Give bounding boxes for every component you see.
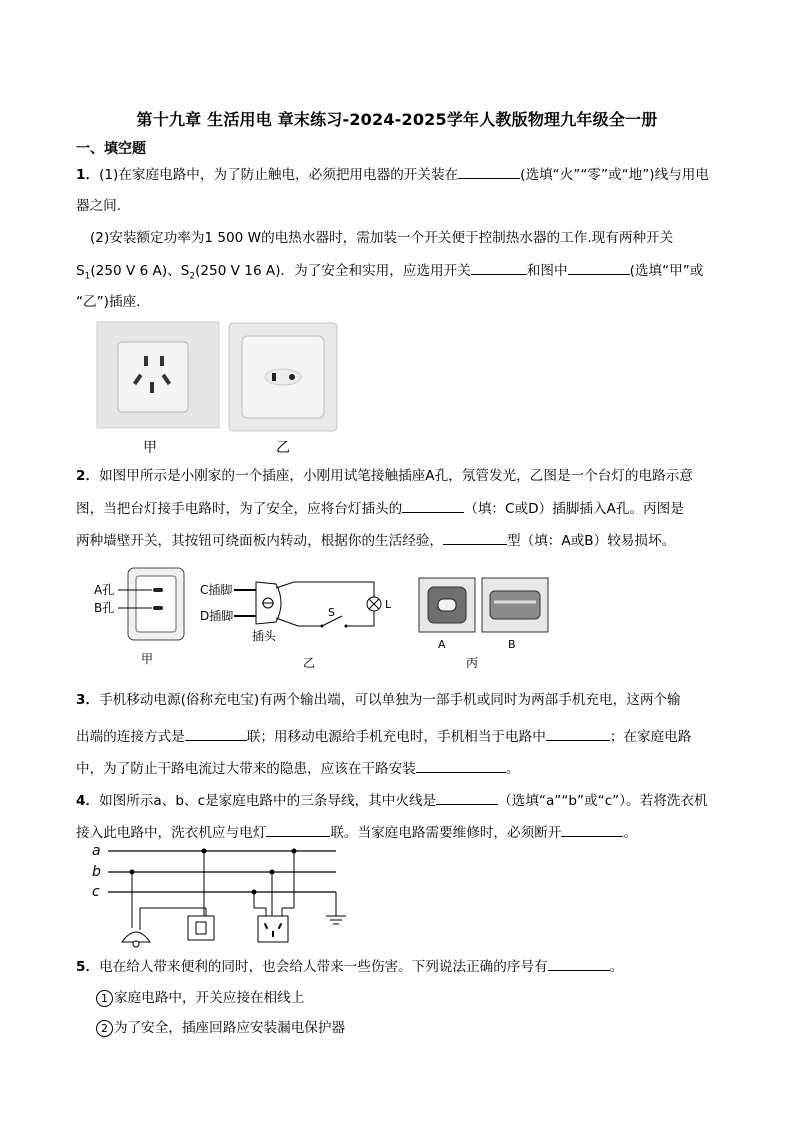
socket-jia-figure	[96, 320, 220, 430]
q1-line-1: 1．(1)在家庭电路中，为了防止触电，必须把用电器的开关装在 (选填“火”“零”或“地”)线与用电	[76, 164, 709, 185]
q1-line-4: $S_1(250$ V 6 A)、$S_2(250$ V 16 A)．为了安全和实用，应选用开关 和图中 (选填“甲”或	[76, 260, 703, 287]
q2-caption-yi: 乙	[303, 656, 316, 670]
document-title: 第十九章 生活用电 章末练习-2024-2025学年人教版物理九年级全一册	[136, 110, 658, 129]
q1-line-5: “乙”)插座.	[76, 294, 141, 310]
q2-caption-bing: 丙	[466, 656, 479, 670]
q4-blank-1[interactable]	[436, 790, 498, 805]
hole-a-label: A孔	[94, 583, 115, 597]
q1-line-3: (2)安装额定功率为1 500 W的电热水器时，需加装一个开关便于控制热水器的工作.现有两种开关	[90, 230, 674, 246]
q1-blank-3[interactable]	[568, 260, 630, 275]
lamp-l-label: L	[385, 598, 392, 611]
socket-yi-figure	[228, 322, 338, 432]
option-2-marker: 2	[96, 1020, 113, 1037]
pin-c-label: C插脚	[200, 583, 233, 597]
q3-blank-2[interactable]	[546, 726, 610, 741]
q1-line-2: 器之间.	[76, 198, 122, 214]
q4-line-2: 接入此电路中，洗衣机应与电灯 联。当家庭电路需要维修时，必须断开 。	[76, 822, 637, 843]
q1-caption-jia: 甲	[143, 440, 157, 456]
q3-blank-1[interactable]	[185, 726, 247, 741]
q2-wall-switch-figure	[418, 577, 550, 635]
pin-d-label: D插脚	[200, 609, 234, 623]
plug-label: 插头	[252, 629, 277, 643]
q2-line-2: 图，当把台灯接手电路时，为了安全，应将台灯插头的 （填：C或D）插脚插入A孔。丙图是	[76, 498, 684, 519]
q3-line-3: 中，为了防止干路电流过大带来的隐患，应该在干路安装 。	[76, 758, 519, 779]
q1-number: 1．	[76, 167, 100, 183]
q1-blank-2[interactable]	[471, 260, 527, 275]
wire-a-label: a	[92, 843, 101, 859]
wire-b-label: b	[92, 864, 101, 880]
q4-blank-2[interactable]	[266, 822, 330, 837]
q4-line-1: 4．如图所示a、b、c是家庭电路中的三条导线，其中火线是 （选填“a”“b”或“c”）。若将洗衣机	[76, 790, 708, 811]
switch-a-label: A	[438, 638, 446, 651]
q3-line-1: 3．手机移动电源(俗称充电宝)有两个输出端，可以单独为一部手机或同时为两部手机充电，这两个输	[76, 692, 681, 708]
q5-line-1: 5．电在给人带来便利的同时，也会给人带来一些伤害。下列说法正确的序号有 。	[76, 956, 623, 977]
switch-s-label: S	[328, 606, 335, 619]
q2-line-3: 两种墙壁开关，其按钮可绕面板内转动，根据你的生活经验， 型（填：A或B）较易损坏。	[76, 530, 675, 551]
switch-b-label: B	[508, 638, 516, 651]
q3-number: 3．	[76, 692, 100, 708]
q4-number: 4．	[76, 793, 100, 809]
q1-caption-yi: 乙	[276, 440, 290, 456]
q2-lamp-circuit-figure	[198, 574, 398, 648]
q3-line-2: 出端的连接方式是 联；用移动电源给手机充电时，手机相当于电路中 ；在家庭电路	[76, 726, 691, 747]
q3-blank-3[interactable]	[416, 758, 506, 773]
section-heading: 一、填空题	[76, 141, 146, 157]
q2-line-1: 2．如图甲所示是小刚家的一个插座，小刚用试笔接触插座A孔，氖管发光，乙图是一个台灯的电路示意	[76, 468, 693, 484]
q2-socket-figure	[92, 566, 192, 646]
q2-blank-1[interactable]	[402, 498, 464, 513]
q5-blank-1[interactable]	[548, 956, 610, 971]
hole-b-label: B孔	[94, 601, 115, 615]
q5-number: 5．	[76, 959, 100, 975]
q2-caption-jia: 甲	[141, 652, 154, 666]
q2-number: 2．	[76, 468, 100, 484]
q4-blank-3[interactable]	[561, 822, 623, 837]
wire-c-label: c	[92, 884, 100, 900]
q2-blank-2[interactable]	[443, 530, 507, 545]
q5-option-2: 2 为了安全，插座回路应安装漏电保护器	[96, 1018, 345, 1038]
q5-option-1: 1 家庭电路中，开关应接在相线上	[96, 988, 304, 1008]
option-1-marker: 1	[96, 990, 113, 1007]
q1-blank-1[interactable]	[458, 164, 520, 179]
q4-household-circuit-figure	[90, 842, 350, 952]
